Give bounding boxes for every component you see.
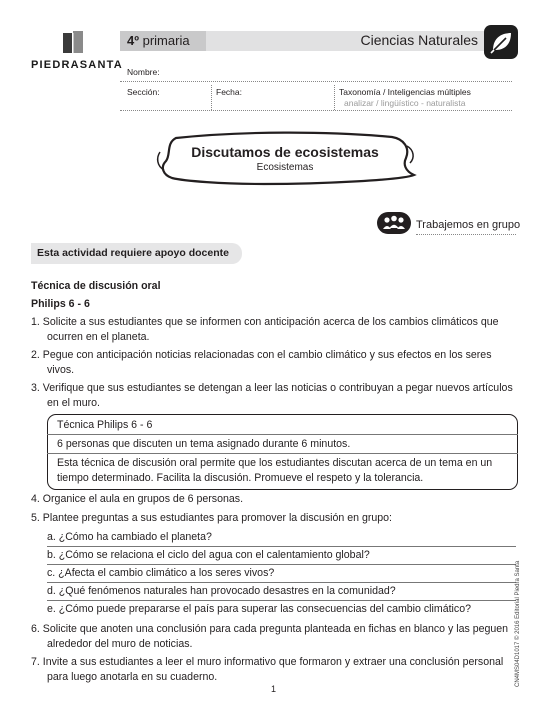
- fields-bottom-line: [120, 110, 512, 111]
- list-item: 2. Pegue con anticipación noticias relacionadas con el cambio climático y sus efectos en los seres: [31, 349, 492, 361]
- date-field-label: Fecha:: [216, 87, 242, 97]
- list-item-continuation: vivos.: [47, 364, 75, 376]
- subject-title: Ciencias Naturales: [360, 32, 478, 48]
- technique-box-title: Técnica Philips 6 - 6: [57, 419, 153, 431]
- list-item: 6. Solicite que anoten una conclusión para cada pregunta planteada en fichas en blanco y las peguen: [31, 623, 509, 635]
- box-divider: [47, 434, 518, 435]
- question-item: a. ¿Cómo ha cambiado el planeta?: [47, 531, 212, 543]
- technique-box-line: 6 personas que discuten un tema asignado durante 6 minutos.: [57, 438, 351, 450]
- technique-box-line: tiempo determinado. Facilita la discusión. Promueve el respeto y la tolerancia.: [57, 472, 424, 484]
- group-people-icon: [377, 212, 411, 234]
- question-divider: [47, 546, 516, 547]
- list-item: 5. Plantee preguntas a sus estudiantes para promover la discusión en grupo:: [31, 512, 392, 524]
- group-work-label: Trabajemos en grupo: [416, 219, 521, 231]
- brand-name: PIEDRASANTA: [31, 59, 123, 71]
- taxonomy-sub-label: analizar / lingüístico - naturalista: [344, 98, 466, 108]
- teacher-support-text: Esta actividad requiere apoyo docente: [37, 247, 229, 259]
- field-divider: [334, 85, 335, 110]
- name-field-label: Nombre:: [127, 67, 160, 77]
- box-divider: [47, 453, 518, 454]
- page-number: 1: [271, 684, 277, 694]
- question-divider: [47, 600, 516, 601]
- piedrasanta-logo-icon: [61, 31, 85, 55]
- list-item-continuation: ocurren en el planeta.: [47, 331, 150, 343]
- list-item-continuation: en el muro.: [47, 397, 100, 409]
- question-item: d. ¿Qué fenómenos naturales han provocado desastres en la comunidad?: [47, 585, 396, 597]
- activity-subtitle: Ecosistemas: [256, 162, 314, 173]
- grade-label: 4º primaria: [127, 33, 190, 48]
- question-divider: [47, 564, 516, 565]
- question-item: b. ¿Cómo se relaciona el ciclo del agua con el calentamiento global?: [47, 549, 370, 561]
- group-work-underline: [416, 234, 516, 235]
- section-heading: Técnica de discusión oral: [31, 280, 161, 292]
- leaf-icon: [484, 25, 518, 59]
- list-item: 1. Solicite a sus estudiantes que se informen con anticipación acerca de los cambios climáticos que: [31, 316, 499, 328]
- section-field-label: Sección:: [127, 87, 160, 97]
- list-item-continuation: alrededor del muro de noticias.: [47, 638, 193, 650]
- section-subheading: Philips 6 - 6: [31, 298, 90, 310]
- field-divider: [211, 85, 212, 110]
- list-item: 7. Invite a sus estudiantes a leer el muro informativo que formaron y extraer una conclusión personal: [31, 656, 504, 668]
- list-item: 4. Organice el aula en grupos de 6 personas.: [31, 493, 244, 505]
- activity-title: Discutamos de ecosistemas: [191, 144, 379, 160]
- name-field-line[interactable]: [120, 81, 512, 82]
- question-item: c. ¿Afecta el cambio climático a los seres vivos?: [47, 567, 275, 579]
- question-divider: [47, 582, 516, 583]
- list-item: 3. Verifique que sus estudiantes se detengan a leer las noticias o contribuyan a pegar nuevos artículos: [31, 382, 513, 394]
- technique-box-line: Esta técnica de discusión oral permite que los estudiantes discutan acerca de un tema en un: [57, 457, 493, 469]
- question-item: e. ¿Cómo puede prepararse el país para superar las consecuencias del cambio climático?: [47, 603, 471, 615]
- taxonomy-label: Taxonomía / Inteligencias múltiples: [339, 87, 471, 97]
- list-item-continuation: para luego anotarla en su cuaderno.: [47, 671, 218, 683]
- copyright-credit: CN4MS04D1017 © 2016 Editorial Piedra Santa: [515, 560, 521, 687]
